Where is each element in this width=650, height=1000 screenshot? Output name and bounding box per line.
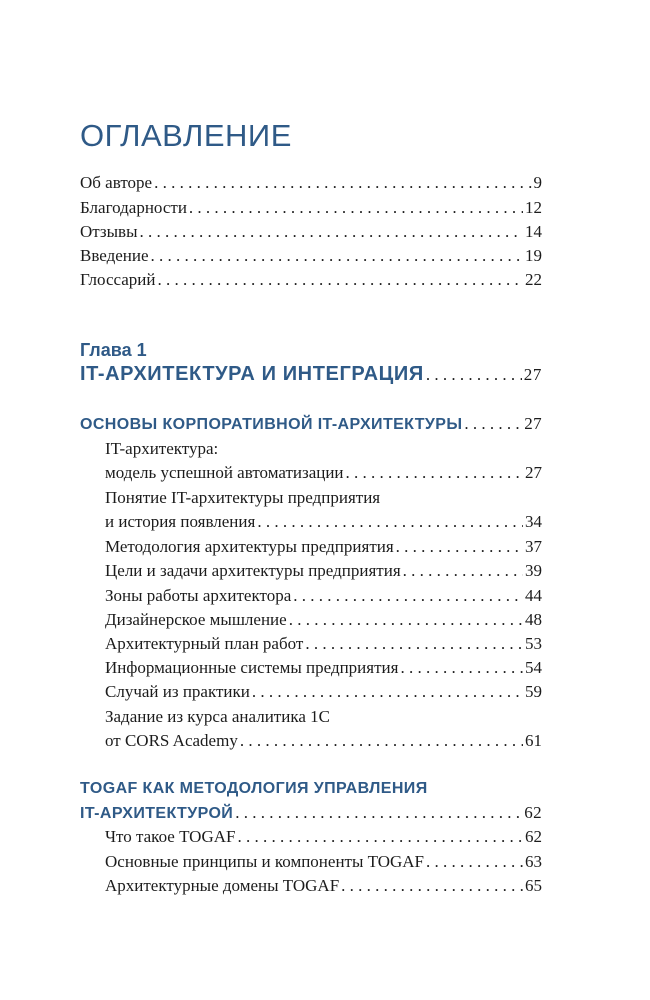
entry-label: Архитектурный план работ	[105, 634, 304, 653]
entry-page: 54	[525, 658, 542, 677]
chapter-title: IT-АРХИТЕКТУРА И ИНТЕГРАЦИЯ	[80, 363, 424, 385]
leader-dots	[305, 632, 523, 656]
leader-dots	[403, 559, 523, 583]
entry-page: 19	[525, 246, 542, 265]
toc-entry[interactable]	[105, 656, 542, 680]
entry-page: 9	[533, 173, 542, 192]
entry-label-line1: Задание из курса аналитика 1С	[105, 707, 330, 726]
toc-entry[interactable]	[80, 244, 542, 268]
leader-dots	[293, 584, 523, 608]
leader-dots	[464, 412, 522, 436]
entry-page: 61	[525, 731, 542, 750]
entry-label: и история появления	[105, 512, 256, 531]
entry-page: 62	[525, 827, 542, 846]
leader-dots	[154, 171, 531, 195]
entry-page: 27	[523, 365, 542, 384]
toc-entry[interactable]	[105, 608, 542, 632]
toc-entry[interactable]	[105, 729, 542, 753]
entry-page: 63	[525, 852, 542, 871]
leader-dots	[240, 729, 523, 753]
entry-label: Глоссарий	[80, 270, 156, 289]
entry-page: 39	[525, 561, 542, 580]
entry-label: от CORS Academy	[105, 731, 238, 750]
leader-dots	[426, 850, 523, 874]
toc-entry[interactable]	[80, 171, 542, 195]
entry-page: 22	[525, 270, 542, 289]
entry-page: 44	[525, 586, 542, 605]
toc-entry[interactable]	[80, 220, 542, 244]
entry-page: 62	[524, 803, 542, 822]
entry-label: модель успешной автоматизации	[105, 463, 344, 482]
entry-label: Об авторе	[80, 173, 153, 192]
entry-label: Информационные системы предприятия	[105, 658, 399, 677]
leader-dots	[189, 196, 523, 220]
entry-label: Что такое TOGAF	[105, 827, 236, 846]
leader-dots	[235, 801, 522, 825]
entry-label: Методология архитектуры предприятия	[105, 537, 394, 556]
toc-entry[interactable]	[80, 196, 542, 220]
toc-entry[interactable]	[105, 632, 542, 656]
section-title-entry[interactable]	[80, 801, 542, 826]
leader-dots	[151, 244, 523, 268]
entry-page: 12	[525, 198, 542, 217]
entry-page: 53	[525, 634, 542, 653]
entry-label: Цели и задачи архитектуры предприятия	[105, 561, 401, 580]
entry-page: 34	[525, 512, 542, 531]
entry-label: Благодарности	[80, 198, 187, 217]
entry-page: 14	[525, 222, 542, 241]
page-title: ОГЛАВЛЕНИЕ	[80, 118, 292, 153]
leader-dots	[158, 268, 524, 292]
section-title: IT-АРХИТЕКТУРОЙ	[80, 805, 234, 822]
entry-label: Отзывы	[80, 222, 138, 241]
toc-entry[interactable]	[105, 535, 542, 559]
toc-entry[interactable]	[80, 268, 542, 292]
entry-label: Случай из практики	[105, 682, 250, 701]
entry-label: Дизайнерское мышление	[105, 610, 287, 629]
entry-page: 59	[525, 682, 542, 701]
leader-dots	[426, 363, 522, 387]
entry-page: 27	[524, 414, 542, 433]
entry-page: 37	[525, 537, 542, 556]
leader-dots	[341, 874, 523, 898]
entry-label: Архитектурные домены TOGAF	[105, 876, 340, 895]
toc-entry[interactable]	[105, 680, 542, 704]
leader-dots	[252, 680, 523, 704]
chapter-label: Глава 1	[80, 340, 147, 360]
toc-entry[interactable]	[105, 584, 542, 608]
entry-page: 27	[525, 463, 542, 482]
entry-label: Основные принципы и компоненты TOGAF	[105, 852, 424, 871]
entry-label: Введение	[80, 246, 149, 265]
toc-entry[interactable]	[105, 825, 542, 849]
toc-entry[interactable]	[105, 874, 542, 898]
entry-label: Зоны работы архитектора	[105, 586, 292, 605]
section-title-entry[interactable]	[80, 412, 542, 437]
toc-entry[interactable]	[105, 559, 542, 583]
entry-label-line1: IT-архитектура:	[105, 439, 219, 458]
toc-entry[interactable]	[105, 510, 542, 534]
toc-entry[interactable]	[105, 461, 542, 485]
leader-dots	[346, 461, 523, 485]
toc-entry[interactable]	[105, 850, 542, 874]
section-title: ОСНОВЫ КОРПОРАТИВНОЙ IT-АРХИТЕКТУРЫ	[80, 416, 463, 433]
entry-page: 48	[525, 610, 542, 629]
section-title-line1: TOGAF КАК МЕТОДОЛОГИЯ УПРАВЛЕНИЯ	[80, 780, 428, 797]
entry-label-line1: Понятие IT-архитектуры предприятия	[105, 488, 381, 507]
leader-dots	[237, 825, 523, 849]
leader-dots	[289, 608, 523, 632]
leader-dots	[257, 510, 523, 534]
chapter-title-entry[interactable]	[80, 362, 542, 387]
leader-dots	[396, 535, 523, 559]
leader-dots	[140, 220, 524, 244]
entry-page: 65	[525, 876, 542, 895]
leader-dots	[400, 656, 523, 680]
